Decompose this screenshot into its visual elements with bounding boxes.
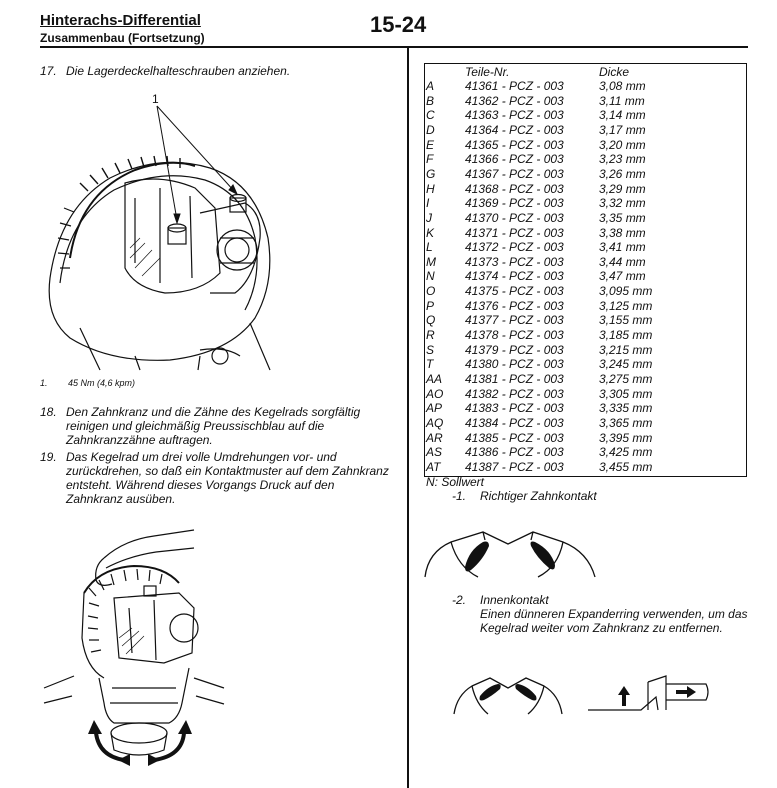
- table-row: [424, 343, 745, 358]
- table-row: [424, 79, 745, 94]
- row-id: K: [426, 225, 435, 240]
- callout-label: 1: [152, 92, 159, 106]
- step-18: [40, 405, 400, 449]
- part-number: 41368 - PCZ - 003: [465, 181, 564, 196]
- step-text: Den Zahnkranz und die Zähne des Kegelrads sorgfältig reinigen und gleichmäßig Preussischblau auf die Zahnkranzzähne auftragen.: [66, 405, 361, 447]
- row-id: S: [426, 342, 435, 357]
- thickness-value: 3,455 mm: [599, 459, 653, 474]
- section-title: Hinterachs-Differential: [40, 12, 201, 29]
- row-id: T: [426, 357, 434, 372]
- row-id: P: [426, 298, 435, 313]
- table-row: [424, 167, 745, 182]
- thickness-value: 3,125 mm: [599, 298, 653, 313]
- column-header-part-number: Teile-Nr.: [465, 65, 510, 79]
- step-number: 17.: [40, 64, 57, 78]
- row-id: M: [426, 254, 436, 269]
- part-number: 41375 - PCZ - 003: [465, 284, 564, 299]
- table-row: [424, 401, 745, 416]
- thickness-value: 3,425 mm: [599, 445, 653, 460]
- step-text: Die Lagerdeckelhalteschrauben anziehen.: [66, 64, 291, 78]
- part-number: 41367 - PCZ - 003: [465, 166, 564, 181]
- table-row: [424, 94, 745, 109]
- table-row: [424, 328, 745, 343]
- step-text: Das Kegelrad um drei volle Umdrehungen vor- und zurückdrehen, so daß ein Kontaktmuster auf dem Zahnkranz entsteht. Während dieses Vorgangs Druck auf den Zahnkranz ausüben.: [66, 450, 389, 506]
- table-row: [424, 357, 745, 372]
- row-id: AS: [426, 445, 443, 460]
- row-id: AQ: [426, 415, 444, 430]
- subitem-number: -1.: [452, 489, 467, 503]
- table-row: [424, 211, 745, 226]
- thickness-value: 3,20 mm: [599, 137, 646, 152]
- thickness-value: 3,17 mm: [599, 122, 646, 137]
- thickness-value: 3,365 mm: [599, 415, 653, 430]
- part-number: 41362 - PCZ - 003: [465, 93, 564, 108]
- subitem-label: Richtiger Zahnkontakt: [480, 489, 597, 503]
- part-number: 41364 - PCZ - 003: [465, 122, 564, 137]
- part-number: 41371 - PCZ - 003: [465, 225, 564, 240]
- row-id: AO: [426, 386, 444, 401]
- row-id: J: [426, 210, 432, 225]
- part-number: 41383 - PCZ - 003: [465, 401, 564, 416]
- part-number: 41376 - PCZ - 003: [465, 298, 564, 313]
- part-number: 41377 - PCZ - 003: [465, 313, 564, 328]
- thickness-value: 3,215 mm: [599, 342, 653, 357]
- part-number: 41366 - PCZ - 003: [465, 152, 564, 167]
- pinion-shift-diagram: [586, 672, 711, 717]
- row-id: C: [426, 108, 435, 123]
- torque-note: [40, 378, 136, 388]
- table-row: [424, 445, 745, 460]
- part-number: 41386 - PCZ - 003: [465, 445, 564, 460]
- column-header-thickness: Dicke: [599, 65, 630, 79]
- table-row: [424, 255, 745, 270]
- row-id: AR: [426, 430, 443, 445]
- thickness-value: 3,395 mm: [599, 430, 653, 445]
- correct-contact-illustration: [423, 522, 598, 582]
- thickness-value: 3,44 mm: [599, 254, 646, 269]
- part-number: 41373 - PCZ - 003: [465, 254, 564, 269]
- row-id: Q: [426, 313, 436, 328]
- subitem-detail: Einen dünneren Expanderring verwenden, um das Kegelrad weiter vom Zahnkranz zu entfernen.: [480, 607, 748, 635]
- table-row: [424, 123, 745, 138]
- parts-table: [424, 79, 745, 474]
- part-number: 41370 - PCZ - 003: [465, 210, 564, 225]
- table-row: [424, 431, 745, 446]
- sollwert-note: N: Sollwert: [426, 475, 485, 489]
- table-row: [424, 240, 745, 255]
- row-id: D: [426, 122, 435, 137]
- table-row: [424, 138, 745, 153]
- part-number: 41382 - PCZ - 003: [465, 386, 564, 401]
- table-row: [424, 284, 745, 299]
- row-id: AA: [426, 372, 443, 386]
- table-row: [424, 460, 745, 475]
- page-number: 15-24: [370, 12, 427, 37]
- row-id: I: [426, 196, 430, 211]
- inner-contact-illustration: [452, 670, 564, 718]
- row-id: E: [426, 137, 435, 152]
- thickness-value: 3,32 mm: [599, 196, 646, 211]
- table-row: [424, 372, 745, 387]
- thickness-value: 3,335 mm: [599, 401, 653, 416]
- part-number: 41379 - PCZ - 003: [465, 342, 564, 357]
- part-number: 41387 - PCZ - 003: [465, 459, 564, 474]
- thickness-value: 3,23 mm: [599, 152, 646, 167]
- step-number: 19.: [40, 450, 57, 464]
- thickness-value: 3,41 mm: [599, 240, 646, 255]
- header-rule: [40, 46, 748, 48]
- thickness-value: 3,305 mm: [599, 386, 653, 401]
- table-row: [424, 299, 745, 314]
- subitem-label: Innenkontakt: [480, 593, 549, 607]
- part-number: 41380 - PCZ - 003: [465, 357, 564, 372]
- row-id: AP: [426, 401, 443, 416]
- table-row: [424, 152, 745, 167]
- table-row: [424, 196, 745, 211]
- thickness-value: 3,185 mm: [599, 328, 653, 343]
- table-row: [424, 269, 745, 284]
- row-id: F: [426, 152, 434, 167]
- thickness-value: 3,095 mm: [599, 284, 653, 299]
- step-17: [40, 64, 400, 80]
- row-id: A: [426, 79, 435, 93]
- thickness-value: 3,47 mm: [599, 269, 646, 284]
- row-id: R: [426, 328, 435, 343]
- part-number: 41369 - PCZ - 003: [465, 196, 564, 211]
- section-subtitle: Zusammenbau (Fortsetzung): [40, 31, 205, 45]
- table-row: [424, 387, 745, 402]
- part-number: 41361 - PCZ - 003: [465, 79, 564, 93]
- part-number: 41363 - PCZ - 003: [465, 108, 564, 123]
- note-text: 45 Nm (4,6 kpm): [68, 378, 136, 388]
- row-id: O: [426, 284, 436, 299]
- thickness-value: 3,11 mm: [599, 93, 645, 108]
- part-number: 41365 - PCZ - 003: [465, 137, 564, 152]
- row-id: AT: [426, 459, 441, 474]
- step-number: 18.: [40, 405, 57, 419]
- part-number: 41385 - PCZ - 003: [465, 430, 564, 445]
- row-id: N: [426, 269, 435, 284]
- thickness-value: 3,29 mm: [599, 181, 646, 196]
- table-row: [424, 416, 745, 431]
- thickness-value: 3,245 mm: [599, 357, 653, 372]
- thickness-value: 3,14 mm: [599, 108, 646, 123]
- thickness-value: 3,26 mm: [599, 166, 646, 181]
- step-19: [40, 450, 400, 510]
- table-row: [424, 182, 745, 197]
- contact-pattern-1: [452, 489, 597, 503]
- row-id: L: [426, 240, 433, 255]
- thickness-value: 3,38 mm: [599, 225, 646, 240]
- column-divider: [407, 48, 409, 788]
- differential-bolts-illustration: [40, 88, 290, 370]
- table-row: [424, 108, 745, 123]
- part-number: 41374 - PCZ - 003: [465, 269, 564, 284]
- part-number: 41372 - PCZ - 003: [465, 240, 564, 255]
- row-id: H: [426, 181, 435, 196]
- row-id: B: [426, 93, 435, 108]
- contact-pattern-2: [452, 593, 752, 653]
- table-row: [424, 313, 745, 328]
- part-number: 41381 - PCZ - 003: [465, 372, 564, 386]
- row-id: G: [426, 166, 436, 181]
- part-number: 41378 - PCZ - 003: [465, 328, 564, 343]
- thickness-value: 3,08 mm: [599, 79, 646, 93]
- subitem-number: -2.: [452, 593, 467, 607]
- note-number: 1.: [40, 378, 48, 388]
- table-row: [424, 226, 745, 241]
- rotate-pinion-illustration: [44, 528, 224, 763]
- thickness-value: 3,35 mm: [599, 210, 646, 225]
- thickness-value: 3,275 mm: [599, 372, 653, 386]
- thickness-value: 3,155 mm: [599, 313, 653, 328]
- part-number: 41384 - PCZ - 003: [465, 415, 564, 430]
